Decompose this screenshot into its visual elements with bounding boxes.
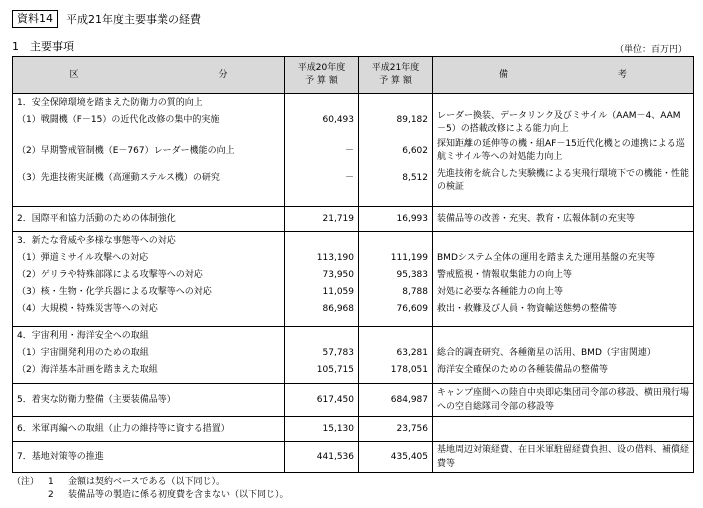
remark-text: 総合的調査研究、各種衛星の活用、BMD（宇宙関連） xyxy=(437,348,656,358)
table-row xyxy=(13,94,694,207)
h21-value: 178,051 xyxy=(390,365,428,375)
col-h21: 平成21年度 予 算 額 xyxy=(359,57,433,94)
table-row xyxy=(13,384,694,417)
h20-value: 441,536 xyxy=(285,442,359,473)
item-label: 6．米軍再編への取組（止力の維持等に資する措置） xyxy=(17,423,230,434)
remark-text: 救出・救難及び人員・物資輸送態勢の整備等 xyxy=(437,304,618,314)
h21-value: 95,383 xyxy=(396,270,428,280)
note-number: 2 xyxy=(48,490,54,500)
category-cell xyxy=(13,327,285,384)
item-label: （3）先進技術実証機（高運動ステルス機）の研究 xyxy=(17,173,220,183)
note-number: 1 xyxy=(48,477,54,487)
h21-value: 76,609 xyxy=(396,304,428,314)
remarks-cell xyxy=(433,327,694,384)
h20-value: 57,783 xyxy=(322,348,354,358)
table-row xyxy=(13,417,694,442)
h21-value: 8,512 xyxy=(402,173,428,183)
item-label: （1）弾道ミサイル攻撃への対応 xyxy=(17,253,149,263)
remarks-cell xyxy=(433,94,694,207)
h21-value: 63,281 xyxy=(396,348,428,358)
item-label: （3）核・生物・化学兵器による攻撃等への対応 xyxy=(17,287,212,297)
h21-value: 16,993 xyxy=(359,207,433,232)
remark-text: キャンプ座間への陸自中央即応集団司令部の移設、横田飛行場への空自総隊司令部の移設等 xyxy=(433,384,694,417)
document-header xyxy=(12,8,201,30)
remark-text: 先進技術を統合した実験機による実飛行環境下での機能・性能の検証 xyxy=(437,169,690,192)
h21-value: 435,405 xyxy=(359,442,433,473)
table-row xyxy=(13,207,694,232)
remark-text: BMDシステム全体の運用を踏まえた運用基盤の充実等 xyxy=(437,253,655,263)
h21-cell xyxy=(359,94,433,207)
remark-text: 探知距離の延伸等の機・組AF－15近代化機との連携による巡航ミサイル等への対処能力向上 xyxy=(437,139,685,162)
remark-text: 警戒監視・情報収集能力の向上等 xyxy=(437,270,573,280)
item-label: （1）戦闘機（F－15）の近代化改修の集中的実施 xyxy=(17,115,220,125)
h20-value: 73,950 xyxy=(322,270,354,280)
category-cell xyxy=(13,442,285,473)
table-row xyxy=(13,442,694,473)
remark-text: 装備品等の改善・充実、教育・広報体制の充実等 xyxy=(433,207,694,232)
remark-text xyxy=(433,417,694,442)
col-category: 区 分 xyxy=(13,57,285,94)
h21-cell xyxy=(359,232,433,327)
col-remarks: 備 考 xyxy=(433,57,694,94)
note-item xyxy=(12,476,289,489)
category-cell xyxy=(13,94,285,207)
table-header-row xyxy=(13,57,694,94)
budget-table xyxy=(12,56,694,473)
category-cell xyxy=(13,207,285,232)
note-item xyxy=(12,489,289,502)
h20-value: 60,493 xyxy=(322,115,354,125)
item-label: （2）早期警戒管制機（E－767）レーダー機能の向上 xyxy=(17,146,235,156)
group-heading: 3．新たな脅威や多様な事態等への対応 xyxy=(17,236,176,246)
h20-value: － xyxy=(344,146,354,156)
col-h20: 平成20年度 予 算 額 xyxy=(285,57,359,94)
item-label: 2．国際平和協力活動のための体制強化 xyxy=(17,213,176,224)
item-label: （2）ゲリラや特殊部隊による攻撃等への対応 xyxy=(17,270,203,280)
note-text: 装備品等の製造に係る初度費を含まない（以下同じ）。 xyxy=(68,490,289,500)
h20-value: 105,715 xyxy=(316,365,354,375)
h21-value: 23,756 xyxy=(359,417,433,442)
h20-cell xyxy=(285,94,359,207)
section-title: 1 主要事項 xyxy=(12,40,74,53)
group-heading: 4．宇宙利用・海洋安全への取組 xyxy=(17,331,149,341)
item-label: （2）海洋基本計画を踏まえた取組 xyxy=(17,365,158,375)
h21-value: 684,987 xyxy=(359,384,433,417)
h21-value: 6,602 xyxy=(402,146,428,156)
h20-value: 11,059 xyxy=(322,287,354,297)
remark-text: 基地周辺対策経費、在日米軍駐留経費負担、设の借料、補償経費等 xyxy=(433,442,694,473)
category-cell xyxy=(13,384,285,417)
table-row xyxy=(13,327,694,384)
h21-value: 89,182 xyxy=(396,115,428,125)
notes xyxy=(12,476,289,502)
remark-text: 対処に必要な各種能力の向上等 xyxy=(437,287,564,297)
h20-value: 617,450 xyxy=(285,384,359,417)
h20-value: 113,190 xyxy=(316,253,354,263)
h21-value: 8,788 xyxy=(402,287,428,297)
h20-cell xyxy=(285,327,359,384)
h20-value: 21,719 xyxy=(285,207,359,232)
remark-text: 海洋安全確保のための各種装備品の整備等 xyxy=(437,365,609,375)
document-title: 平成21年度主要事業の経費 xyxy=(66,13,201,26)
category-cell xyxy=(13,232,285,327)
item-label: （1）宇宙開発利用のための取組 xyxy=(17,348,149,358)
material-tag: 資料14 xyxy=(12,10,58,28)
remark-text: レーダー換装、データリンク及びミサイル（AAM－4、AAM－5）の搭載改修による能力向上 xyxy=(437,111,681,134)
item-label: 5．着実な防衛力整備（主要装備品等） xyxy=(17,394,176,405)
note-text: 金額は契約ベースである（以下同じ）。 xyxy=(68,477,226,487)
h20-cell xyxy=(285,232,359,327)
item-label: （4）大規模・特殊災害等への対応 xyxy=(17,304,158,314)
unit-label: （単位：百万円） xyxy=(614,45,687,55)
h20-value: 15,130 xyxy=(285,417,359,442)
group-heading: 1．安全保障環境を踏まえた防衛力の質的向上 xyxy=(17,98,203,108)
h21-value: 111,199 xyxy=(390,253,428,263)
remarks-cell xyxy=(433,232,694,327)
h21-cell xyxy=(359,327,433,384)
notes-label: （注） xyxy=(12,477,40,487)
category-cell xyxy=(13,417,285,442)
h20-value: － xyxy=(344,173,354,183)
h20-value: 86,968 xyxy=(322,304,354,314)
table-row xyxy=(13,232,694,327)
item-label: 7．基地対策等の推進 xyxy=(17,451,104,462)
